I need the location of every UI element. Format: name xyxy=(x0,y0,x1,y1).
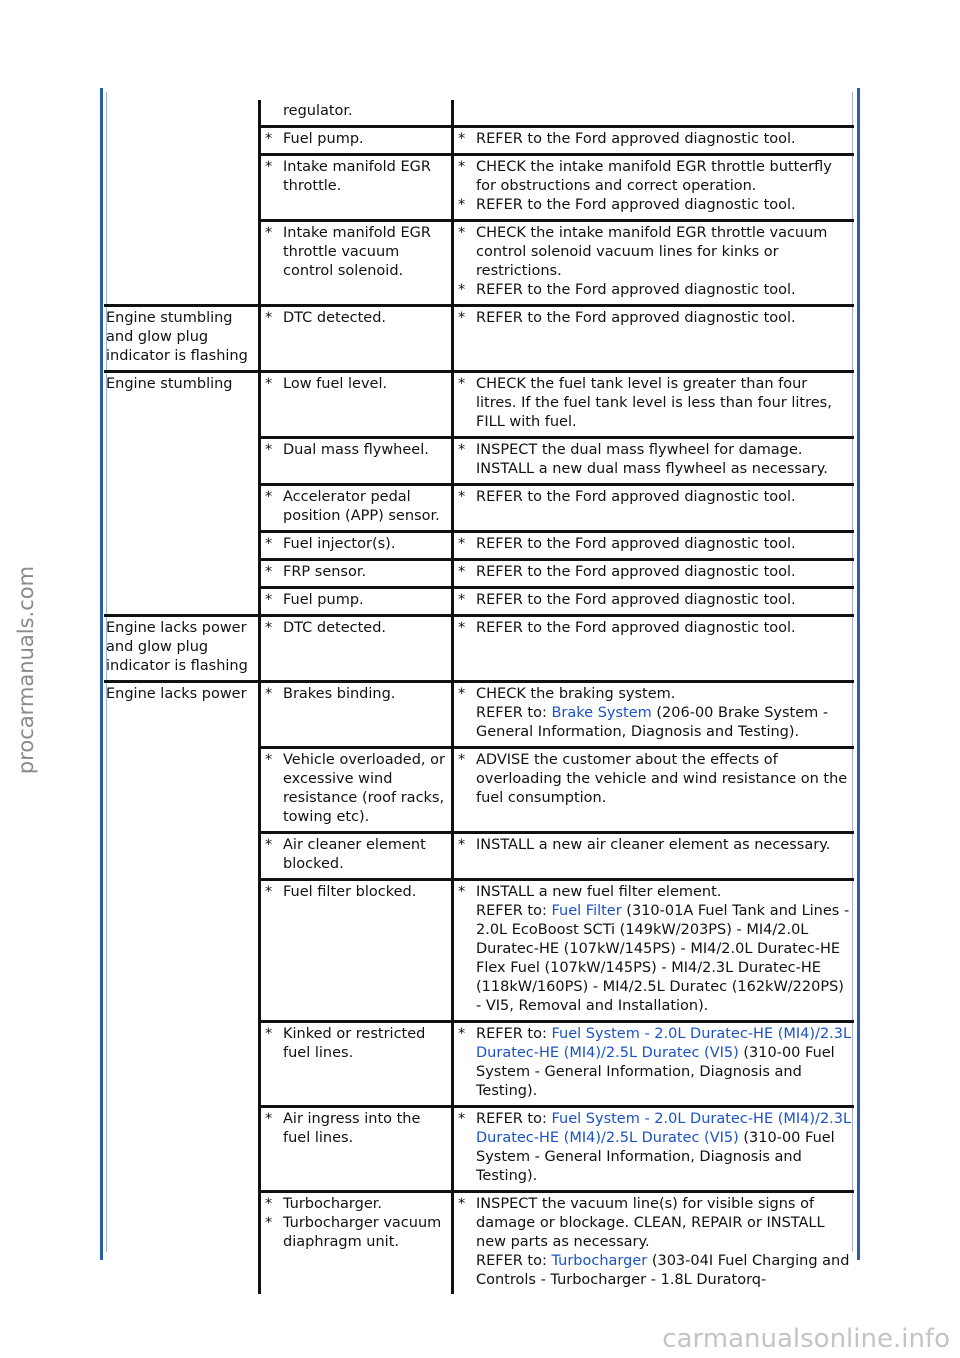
action-cell: * INSTALL a new fuel filter element. REFER to: Fuel Filter (310-01A Fuel Tank and Lines - 2.0L EcoBoost SCTi (149kW/203PS) - MI4/2.0L Duratec-HE (107kW/145PS) - MI4/2.0L Duratec-HE Flex Fuel (107kW/145PS) - MI4/2.3L Duratec-HE (118kW/160PS) - MI4/2.5L Duratec (162kW/220PS) - VI5, Removal and Installation). xyxy=(453,880,855,1022)
symptom-cell: Engine lacks power and glow plug indicator is flashing xyxy=(104,616,260,682)
action-cell: * CHECK the intake manifold EGR throttle butterfly for obstructions and correct operation. * REFER to the Ford approved diagnostic tool. xyxy=(453,155,855,221)
action-cell: * INSTALL a new air cleaner element as necessary. xyxy=(453,833,855,880)
table-row xyxy=(104,372,854,438)
cause-cell: * Air ingress into the fuel lines. xyxy=(260,1107,453,1192)
action-cell: * REFER to the Ford approved diagnostic tool. xyxy=(453,306,855,372)
action-cell: * CHECK the fuel tank level is greater than four litres. If the fuel tank level is less than four litres, FILL with fuel. xyxy=(453,372,855,438)
cause-cell: * Kinked or restricted fuel lines. xyxy=(260,1022,453,1107)
action-cell xyxy=(453,100,855,127)
diagnosis-table xyxy=(104,100,854,1294)
cause-cell: * Fuel filter blocked. xyxy=(260,880,453,1022)
fuel-system-link[interactable]: Fuel System - 2.0L Duratec-HE (MI4)/2.3L Duratec-HE (MI4)/2.5L Duratec (VI5) xyxy=(476,1026,852,1061)
cause-cell: * Fuel pump. xyxy=(260,127,453,155)
action-cell: * REFER to the Ford approved diagnostic tool. xyxy=(453,560,855,588)
action-cell: * REFER to the Ford approved diagnostic tool. xyxy=(453,485,855,532)
action-cell: * REFER to: Fuel System - 2.0L Duratec-HE (MI4)/2.3L Duratec-HE (MI4)/2.5L Duratec (VI5) (310-00 Fuel System - General Information, Diagnosis and Testing). xyxy=(453,1107,855,1192)
cause-cell: * Low fuel level. xyxy=(260,372,453,438)
cause-cell: * FRP sensor. xyxy=(260,560,453,588)
symptom-cell xyxy=(104,100,260,306)
table-row xyxy=(104,100,854,127)
action-cell: * REFER to the Ford approved diagnostic tool. xyxy=(453,588,855,616)
cause-cell: * Dual mass flywheel. xyxy=(260,438,453,485)
action-cell: * CHECK the braking system. REFER to: Brake System (206-00 Brake System - General Information, Diagnosis and Testing). xyxy=(453,682,855,748)
action-cell: * REFER to: Fuel System - 2.0L Duratec-HE (MI4)/2.3L Duratec-HE (MI4)/2.5L Duratec (VI5) (310-00 Fuel System - General Information, Diagnosis and Testing). xyxy=(453,1022,855,1107)
action-cell: * REFER to the Ford approved diagnostic tool. xyxy=(453,532,855,560)
table-row xyxy=(104,682,854,748)
fuel-system-link[interactable]: Fuel System - 2.0L Duratec-HE (MI4)/2.3L Duratec-HE (MI4)/2.5L Duratec (VI5) xyxy=(476,1111,852,1146)
action-cell: * REFER to the Ford approved diagnostic tool. xyxy=(453,127,855,155)
symptom-cell: Engine stumbling and glow plug indicator is flashing xyxy=(104,306,260,372)
cause-cell: * Accelerator pedal position (APP) sensor. xyxy=(260,485,453,532)
action-cell: * INSPECT the dual mass flywheel for damage. INSTALL a new dual mass flywheel as necessary. xyxy=(453,438,855,485)
cause-cell: * Intake manifold EGR throttle. xyxy=(260,155,453,221)
cause-cell: * DTC detected. xyxy=(260,616,453,682)
cause-cell: * Intake manifold EGR throttle vacuum control solenoid. xyxy=(260,221,453,306)
action-cell: * ADVISE the customer about the effects of overloading the vehicle and wind resistance on the fuel consumption. xyxy=(453,748,855,833)
page-frame-left xyxy=(100,88,103,1260)
action-cell: * INSPECT the vacuum line(s) for visible signs of damage or blockage. CLEAN, REPAIR or INSTALL new parts as necessary. REFER to: Turbocharger (303-04I Fuel Charging and Controls - Turbocharger - 1.8L Duratorq- xyxy=(453,1192,855,1295)
cause-cell: * Brakes binding. xyxy=(260,682,453,748)
action-cell: * REFER to the Ford approved diagnostic tool. xyxy=(453,616,855,682)
symptom-cell: Engine lacks power xyxy=(106,686,247,702)
cause-cell: * Fuel pump. xyxy=(260,588,453,616)
symptom-cell: Engine stumbling xyxy=(104,372,260,616)
page-frame-right xyxy=(857,88,860,1260)
action-cell: * CHECK the intake manifold EGR throttle vacuum control solenoid vacuum lines for kinks or restrictions. * REFER to the Ford approved diagnostic tool. xyxy=(453,221,855,306)
table-row xyxy=(104,616,854,682)
bottom-watermark: carmanualsonline.info xyxy=(662,1324,950,1354)
turbocharger-link[interactable]: Turbocharger xyxy=(551,1253,648,1269)
cause-cell: * Fuel injector(s). xyxy=(260,532,453,560)
side-watermark: procarmanuals.com xyxy=(14,565,38,775)
fuel-filter-link[interactable]: Fuel Filter xyxy=(551,903,622,919)
cause-cell: * Air cleaner element blocked. xyxy=(260,833,453,880)
cause-cell: * DTC detected. xyxy=(260,306,453,372)
table-row xyxy=(104,306,854,372)
cause-cell: * Vehicle overloaded, or excessive wind resistance (roof racks, towing etc). xyxy=(260,748,453,833)
brake-system-link[interactable]: Brake System xyxy=(551,705,652,721)
cause-cell: * Turbocharger. * Turbocharger vacuum diaphragm unit. xyxy=(260,1192,453,1295)
cause-cell: regulator. xyxy=(260,100,453,127)
